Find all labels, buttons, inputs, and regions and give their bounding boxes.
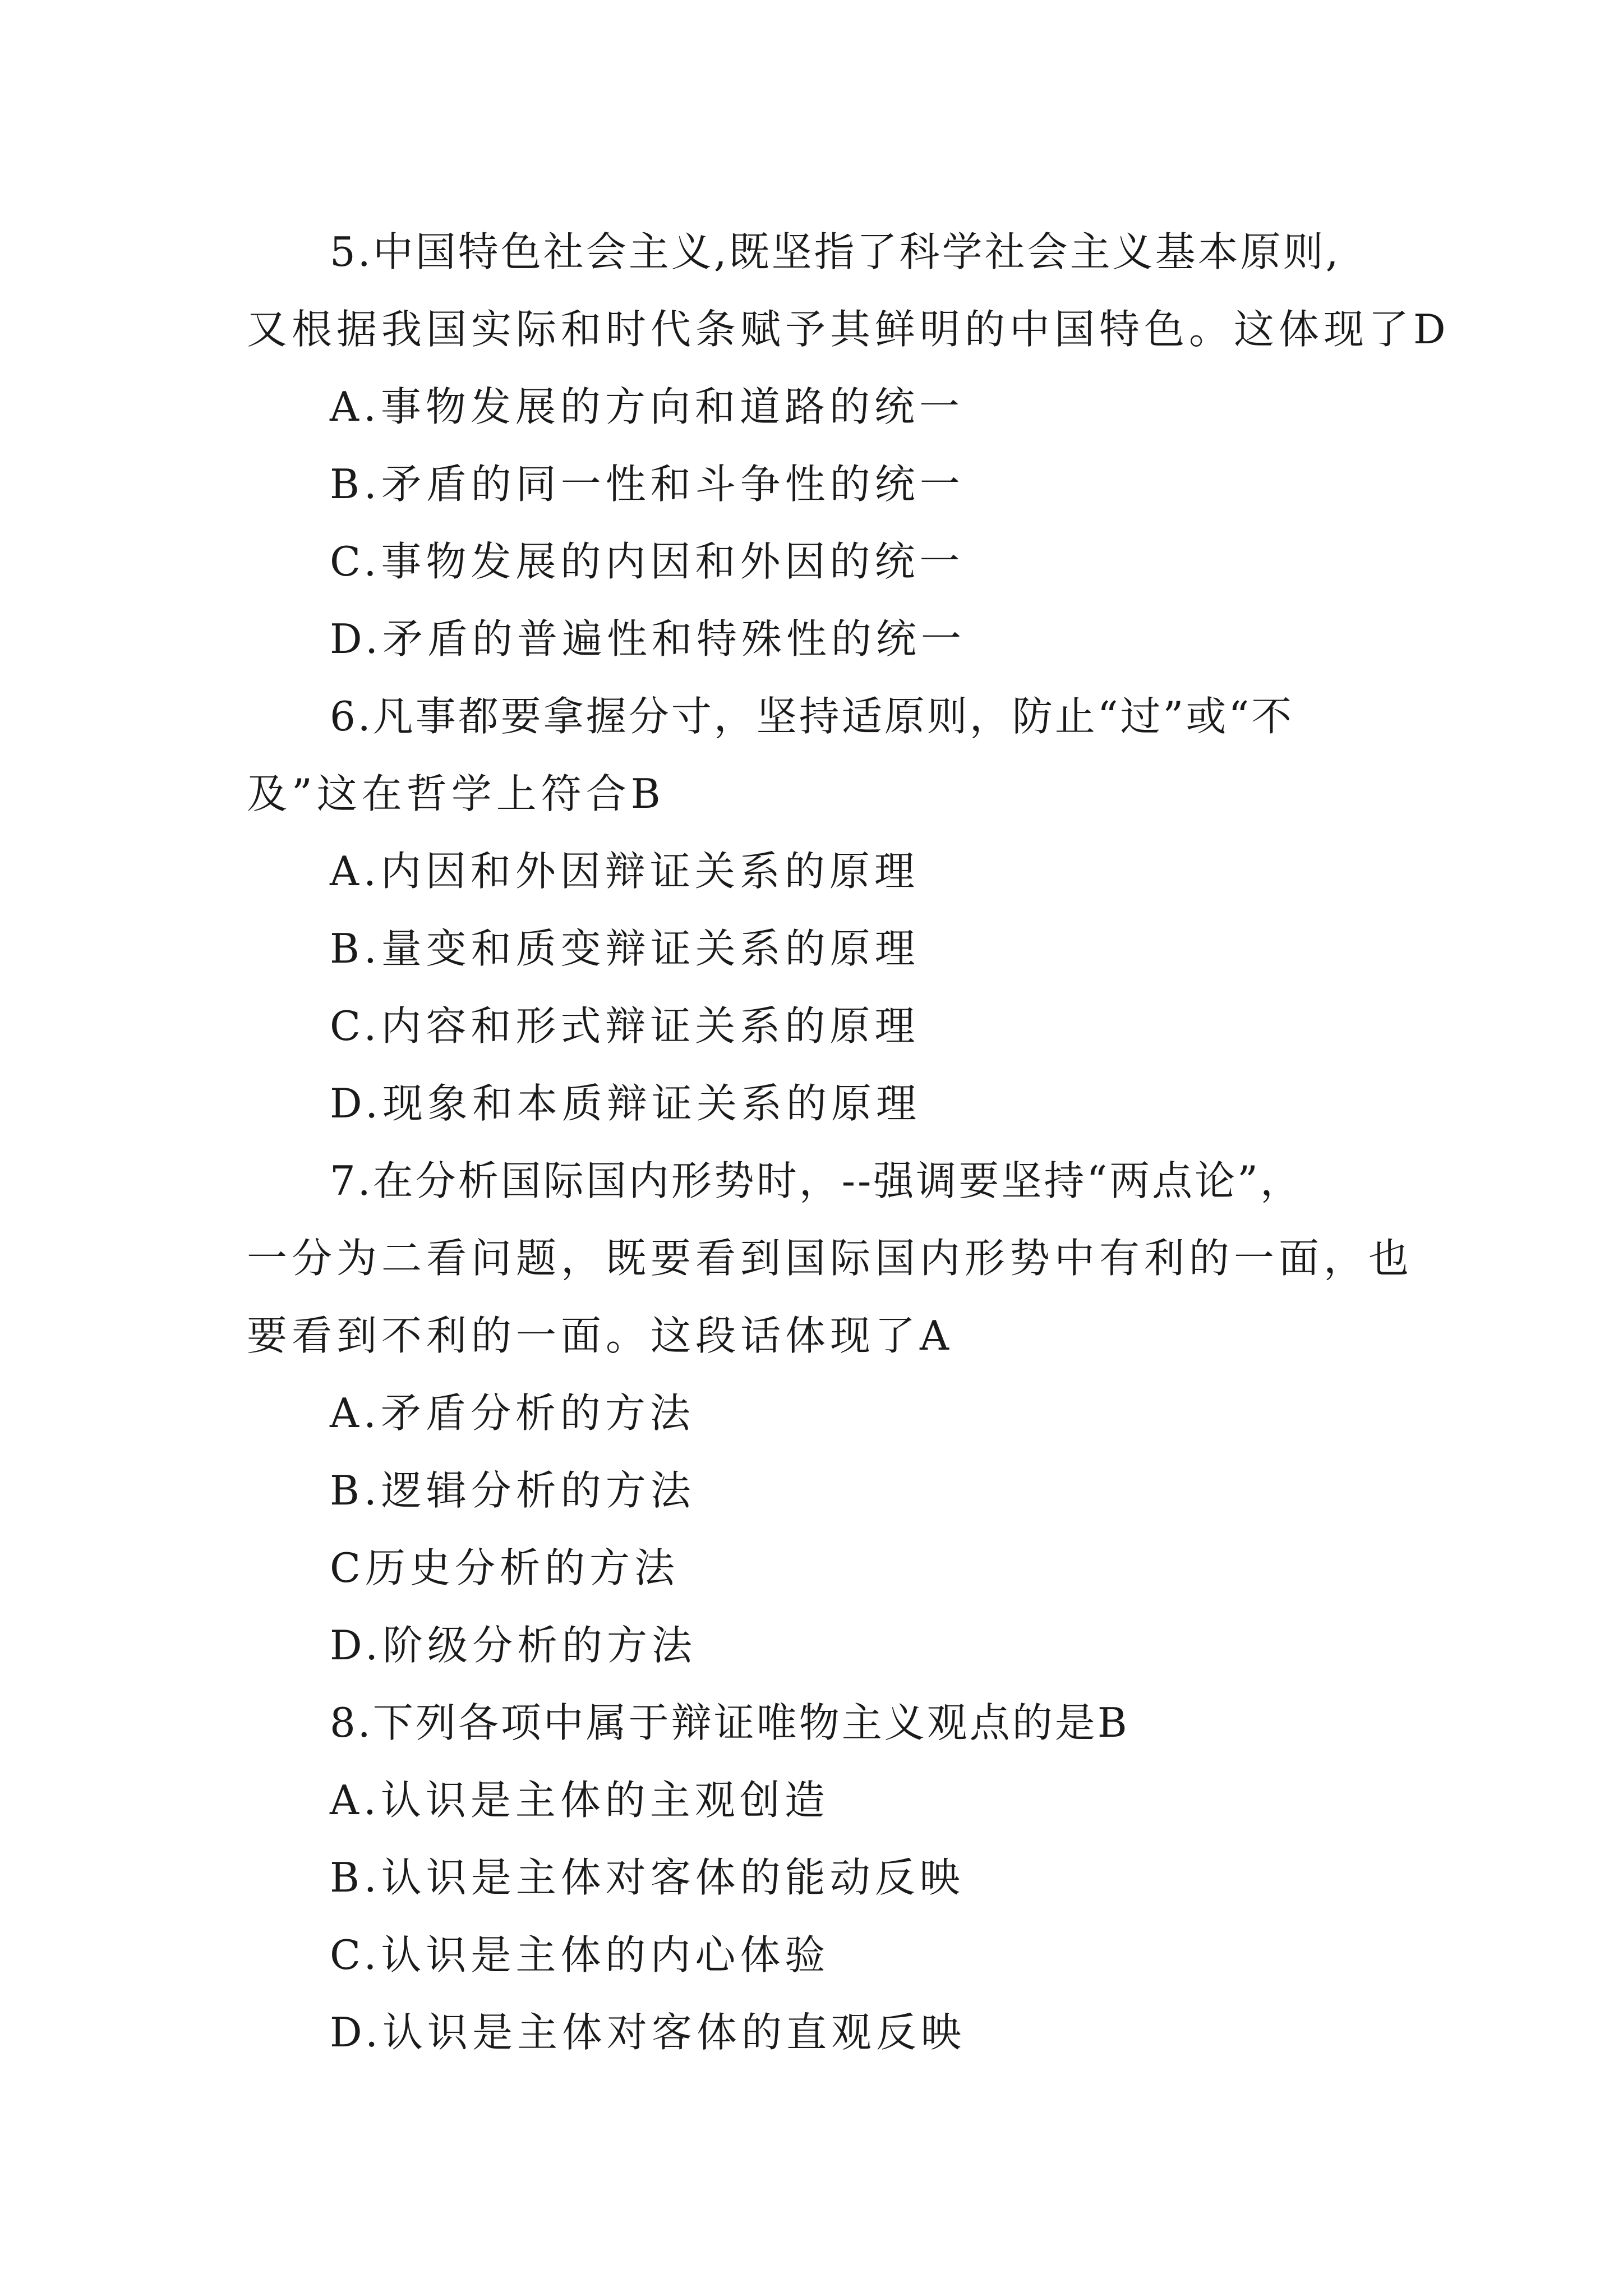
question-8-stem-line-1: 8.下列各项中属于辩证唯物主义观点的是B: [330, 1699, 1129, 1746]
question-8: [247, 1684, 1458, 2071]
question-6-option-b: B.量变和质变辩证关系的原理: [330, 925, 920, 972]
question-7-option-c: C历史分析的方法: [330, 1544, 680, 1591]
question-5-option-a: A.事物发展的方向和道路的统一: [330, 383, 964, 430]
document-page: [247, 213, 1458, 2071]
question-6-option-d: D.现象和本质辩证关系的原理: [330, 1080, 921, 1127]
question-7-stem-line-3: 要看到不利的一面。这段话体现了A: [247, 1312, 953, 1359]
question-6-stem-line-1: 6.凡事都要拿握分寸，坚持适原则，防止“过”或“不: [330, 693, 1294, 740]
question-7-stem-line-2: 一分为二看问题，既要看到国际国内形势中有利的一面，也: [247, 1235, 1414, 1282]
question-8-option-a: A.认识是主体的主观创造: [330, 1777, 829, 1824]
question-8-option-c: C.认识是主体的内心体验: [330, 1931, 830, 1978]
question-7-stem-line-1: 7.在分析国际国内形势时，--强调要坚持“两点论”，: [330, 1157, 1303, 1204]
question-8-option-b: B.认识是主体对客体的能动反映: [330, 1854, 965, 1901]
question-6: [247, 678, 1458, 1142]
question-5-option-c: C.事物发展的内因和外因的统一: [330, 538, 965, 585]
question-5-stem-line-2: 又根据我国实际和时代条赋予其鲜明的中国特色。这体现了D: [247, 306, 1450, 353]
question-5-option-d: D.矛盾的普遍性和特殊性的统一: [330, 615, 966, 662]
question-5-stem-line-1: 5.中国特色社会主义,既坚指了科学社会主义基本原则,: [330, 228, 1341, 275]
question-6-option-c: C.内容和形式辩证关系的原理: [330, 1002, 920, 1050]
question-5: [247, 213, 1458, 678]
question-5-option-b: B.矛盾的同一性和斗争性的统一: [330, 461, 965, 508]
question-7-option-d: D.阶级分析的方法: [330, 1622, 697, 1669]
question-7-option-a: A.矛盾分析的方法: [330, 1389, 695, 1437]
question-8-option-d: D.认识是主体对客体的直观反映: [330, 2009, 966, 2056]
question-7-option-b: B.逻辑分析的方法: [330, 1467, 695, 1514]
question-6-option-a: A.内因和外因辩证关系的原理: [330, 848, 919, 895]
question-7: [247, 1142, 1458, 1684]
question-6-stem-line-2: 及”这在哲学上符合B: [247, 770, 665, 817]
